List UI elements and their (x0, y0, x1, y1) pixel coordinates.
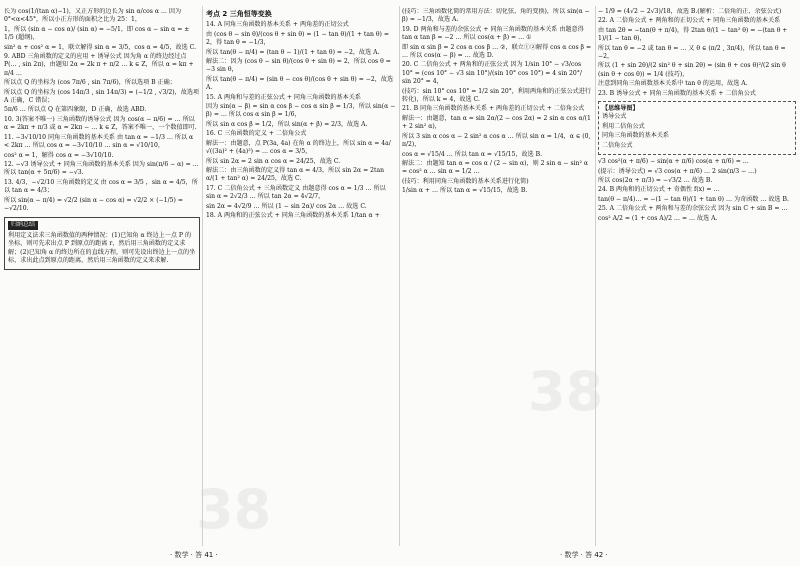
page-footer-left: · 数学 · 答 41 · (170, 551, 218, 559)
text-line: 长为 cos(1/(tan α)−1)，又正方形的边长为 sin α/cos α … 因为 0°<α<45°，所以小正方形的面积之比为 25：1， (4, 8, 182, 24)
text-line: 所以 tan(θ − π/4) = (tan θ − 1)/(1 + tan θ) = −2，故选 A. (206, 48, 380, 56)
text-line: 解法二：因为 (cos θ − sin θ)/(cos θ + sin θ) = 2，所以 cos θ = −3 sin θ， (206, 58, 391, 74)
text-line: 12. −√3 诱导公式 + 同角三角函数的基本关系 因为 sin(π/6 − α) = … 所以 tan(α + 5π/6) = −√3. (4, 160, 199, 177)
text-line: 22. A 二倍角公式 + 两角和的正切公式 + 同角三角函数的基本关系 (598, 17, 781, 25)
text-line: 1/sin α + … 所以 tan α = √15/15，故选 B. (402, 187, 528, 195)
text-line: (技巧：sin 10° cos 10° = 1/2 sin 20°，利用两角和的正弦公式进行转化)，所以 k = 4，故选 C. (402, 87, 591, 104)
text-line: (技巧：利用同角三角函数的基本关系进行化简) (402, 177, 529, 185)
text-line: − 1/9 = (4√2 − 2√3)/18，故选 B.(解析：二倍角的正、余弦公式) (598, 8, 782, 15)
text-line: 所以 3 sin α cos α − 2 sin² α cos α … 所以 sin α = 1/4，α ∈ (0, π/2)， (402, 132, 591, 149)
column-4 (598, 8, 796, 546)
text-line: 所以 sin α cos β = 1/2，所以 sin(α + β) = 2/3，故选 A. (206, 120, 368, 128)
text-line: 所以 (1 + sin 2θ)/(2 sin² θ + sin 2θ) = (sin θ + cos θ)²/(2 sin θ (sin θ + cos θ)) = 1/4 (技巧)， (598, 62, 786, 78)
text-line: cos² α = 1，解得 cos α = −3√10/10. (4, 151, 114, 159)
mind-map-title: 【思维导图】 (602, 105, 639, 113)
column-divider (399, 6, 400, 546)
summary-box (4, 217, 200, 270)
text-line: 注意到同角三角函数基本关系中 tan θ 的运用，故选 A. (598, 80, 748, 88)
text-line: 17. C 二倍角公式 + 三角函数定义 由题意得 cos α = 1/3 … 所以 sin α = 2√2/3 … 所以 tan 2α = 4√2/7， (206, 184, 386, 201)
text-line: 16. C 三角函数的定义 + 二倍角公式 (206, 130, 307, 138)
text-line: 所以 cos(2α + π/3) = −√3/2 … 故选 B. (598, 176, 713, 184)
text-line: 所以 tan(θ − π/4) = (sin θ − cos θ)/(cos θ + sin θ) = −2，故选 A. (206, 75, 394, 92)
column-divider (595, 6, 596, 546)
text-line: 解法二：由题知 tan α = cos α / (2 − sin α)，则 2 sin α − sin² α = cos² α … sin α = 1/2 … (402, 159, 588, 176)
text-line: 所以 sin(α − π/4) = √2/2 (sin α − cos α) = √2/2 × (−1/5) = −√2/10. (4, 196, 183, 212)
text-line: sin² α + cos² α = 1，联立解得 sin α = 3/5，cos α = 4/5，故选 C. (4, 43, 197, 51)
text-line: (提示：诱导公式) = √3 cos(α + π/6) … 2 sin(π/3 − …) (598, 167, 757, 175)
text-line: 解法一：由题意，tan α = sin 2α/(2 − cos 2α) = 2 sin α cos α/(1 + 2 sin² α)， (402, 114, 591, 131)
column-2 (206, 8, 396, 546)
text-line: 所以点 Q 的坐标为 (cos 7π/6 , sin 7π/6)，所以选项 B 正确； (4, 79, 176, 87)
text-line: 11. −3√10/10 同角三角函数的基本关系 由 tan α = −1/3 … 所以 α < 2kπ … 所以 cos α = −3√10/10 … sin α = √10/10， (4, 133, 194, 150)
mind-map-item: 诱导公式 (602, 113, 627, 121)
text-line: 19. D 两角和与差的余弦公式 + 同角三角函数的基本关系 由题意得 tan α tan β = −2 … 所以 cos(α + β) = … ① (402, 25, 584, 42)
text-line: 20. C 二倍角公式 + 两角和的正弦公式 因为 1/sin 10° − √3/cos 10° = (cos 10° − √3 sin 10°)/(sin 10° cos 10°) = 4 sin 20°/ sin 20° = 4， (402, 61, 582, 86)
page-footer-right: · 数学 · 答 42 · (560, 551, 608, 559)
column-divider (202, 6, 203, 546)
text-line: 23. B 诱导公式 + 同角三角函数的基本关系 + 二倍角公式 (598, 89, 756, 97)
summary-box-text: 利用定义法求三角函数值的两种情况：(1)已知角 α 终边上一点 P 的坐标，则可先求出点 P 到原点的距离 r，然后用三角函数的定义求解；(2)已知角 α 的终边所在的直线方程，则可先设出终边上一点的坐标，求出此点到原点的距离，然后用三角函数的定义来求解. (8, 231, 196, 264)
text-line: 15. A 两角和与差的正弦公式 + 同角三角函数的基本关系 (206, 93, 361, 101)
text-line: 10. 3(答案不唯一) 三角函数的诱导公式 因为 cos(α − π/6) = … 所以 α = 2kπ + π/3 或 α = 2kπ − … k ∈ Z，答案不唯一，一个数值即可. (4, 115, 197, 132)
text-line: tan(θ − π/4)… = −(1 − tan θ)/(1 + tan θ) … 为奇函数 … 故选 B. (598, 195, 789, 203)
text-line: 18. A 两角和的正弦公式 + 同角三角函数的基本关系 1/tan α + (206, 211, 380, 219)
section-heading: 考点 2 三角恒等变换 (206, 10, 272, 18)
text-line: 21. B 同角三角函数的基本关系 + 两角差的正切公式 + 二倍角公式 (402, 105, 585, 113)
text-line: 25. A 二倍角公式 + 两角和与差的余弦公式 因为 sin C + sin B = … (598, 205, 788, 213)
text-line: 24. B 两角和的正切公式 + 奇偶性 f(x) = … (598, 186, 720, 194)
text-line: 13. 4/3，−√2/10 三角函数的定义 由 cos α = 3/5 ，sin α = 4/5，所以 tan α = 4/3； (4, 178, 198, 195)
summary-box-title: 归纳总结 (8, 221, 38, 229)
text-line: 由 tan 2θ = −tan(θ + π/4)，得 2tan θ/(1 − tan² θ) = −(tan θ + 1)/(1 − tan θ)， (598, 26, 788, 43)
text-line: cos² A/2 = (1 + cos A)/2 … = … 故选 A. (598, 214, 718, 222)
text-line: 14. A 同角三角函数的基本关系 + 两角差的正切公式 (206, 21, 349, 29)
text-line: cos α = √15/4 … 所以 tan α = √15/15，故选 B. (402, 150, 543, 158)
text-line: 1，所以 (sin α − cos α)/ (sin α) = −5/1，即 cos α − sin α = ± 1/5 (超纲)， (4, 25, 190, 42)
column-3 (402, 8, 592, 546)
mind-map-item: 利用二倍角公式 (602, 122, 645, 130)
text-line: 5π/6 … 所以点 Q 在第四象限，D 正确，故选 ABD. (4, 106, 147, 114)
text-line: 由 (cos θ − sin θ)/(cos θ + sin θ) = (1 − tan θ)/(1 + tan θ) = 2，得 tan θ = −1/3， (206, 30, 389, 47)
text-line: 即 sin α sin β = 2 cos α cos β … ②，联立①②解得 cos α cos β = … 所以 cos(α − β) = … 故选 D. (402, 43, 592, 60)
text-line: 解法一：由题意，点 P(3a, 4a) 在角 α 的终边上，所以 sin α = 4a/√((3a)² + (4a)²) = … cos α = 3/5， (206, 139, 391, 156)
text-line: 所以点 Q 的坐标为 (cos 14π/3 , sin 14π/3) = (−1/2 , √3/2)，故选项 A 正确，C 错误； (4, 88, 200, 105)
text-line: 9. ABD 三角函数的定义的应用 + 诱导公式 因为角 α 的终边经过点 P(… , sin 2π)，由题知 2α = 2k π + π/2 … k ∈ Z，所以 α = kπ + π/4 … (4, 53, 194, 77)
text-line: 因为 sin(α − β) = sin α cos β − cos α sin β = 1/3，所以 sin(α − β) = … 所以 cos α sin β = 1/6， (206, 103, 396, 119)
text-line: √3 cos²(α + π/6) − sin(α + π/6) cos(α + π/6) = … (598, 158, 749, 166)
text-line: sin 2α = 4√2/9 … 所以 (1 − sin 2α)/ cos 2α … 故选 C. (206, 202, 367, 210)
watermark: 38 (196, 478, 272, 541)
mind-map-item: 二倍角公式 (602, 141, 633, 149)
mind-map-box (598, 101, 796, 155)
text-line: 所以 sin 2α = 2 sin α cos α = 24/25，故选 C. (206, 157, 341, 165)
column-1 (4, 8, 200, 546)
mind-map-item: 同角三角函数的基本关系 (602, 132, 670, 140)
text-line: 所以 tan θ = −2 或 tan θ = … 又 θ ∈ (π/2 , 3π/4)，所以 tan θ = −2， (598, 44, 786, 61)
text-line: 解法二：由三角函数的定义得 tan α = 4/3，所以 sin 2α = 2tan α/(1 + tan² α) = 24/25，故选 C. (206, 166, 385, 183)
watermark: 38 (528, 360, 604, 423)
text-line: (技巧：三角函数化简的常用方法：切化弦，角的变换)，所以 sin(α − β) = −1/3，故选 A. (402, 8, 590, 24)
